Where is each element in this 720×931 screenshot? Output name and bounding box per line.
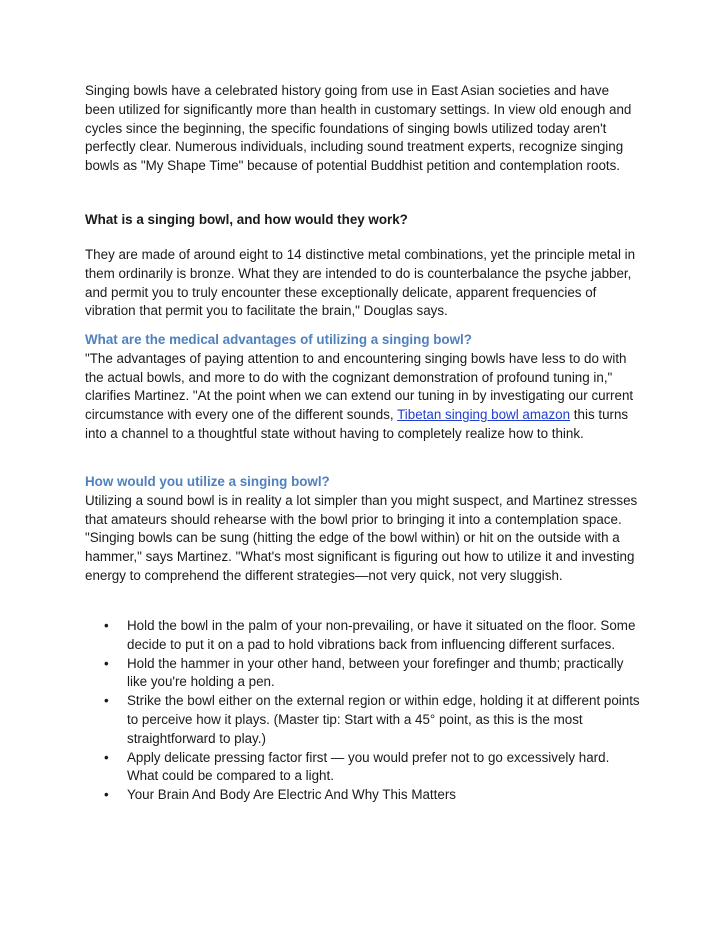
benefits-text-before-link: "The advantages of paying attention to and encountering singing bowls have less to do with the actual bowls, and more to do with the cognizant demonstration of profound tuning in," clarifies Martinez. "At the point when we can extend our tuning in by investigating our current circumstance with every one of the different sounds,: [85, 350, 634, 423]
instruction-list: [85, 617, 641, 805]
list-item-text: Apply delicate pressing factor first — you would prefer not to go excessively hard. What could be compared to a light.: [127, 749, 610, 784]
list-item: [85, 655, 641, 693]
bullet-icon: •: [104, 693, 109, 709]
section-heading-what-is: What is a singing bowl, and how would they work?: [85, 212, 408, 227]
list-item: [85, 786, 641, 805]
list-item: [85, 617, 641, 655]
section-benefits-body: [85, 350, 641, 444]
list-item-text: Strike the bowl either on the external region or within edge, holding it at different points to perceive how it plays. (Master tip: Start with a 45° point, as this is the most straightforward to play.): [127, 693, 640, 746]
section-heading-how-to-use: How would you utilize a singing bowl?: [85, 474, 330, 489]
bullet-icon: •: [104, 787, 109, 803]
section-how-to-use-body: Utilizing a sound bowl is in reality a lot simpler than you might suspect, and Martinez stresses that amateurs should rehearse with the bowl prior to bringing it into a contemplation space. "Singing bowls can be sung (hitting the edge of the bowl within) or hit on the outside with a hammer," says Martinez. "What's most significant is figuring out how to utilize it and investing energy to comprehend the different strategies—not very quick, not very sluggish.: [85, 492, 638, 583]
bullet-icon: •: [104, 655, 109, 671]
bullet-icon: •: [104, 618, 109, 633]
section-how-to-use: [85, 473, 641, 586]
bullet-icon: •: [104, 749, 109, 765]
list-item: [85, 749, 641, 787]
intro-paragraph: Singing bowls have a celebrated history going from use in East Asian societies and have been utilized for significantly more than health in customary settings. In view old enough and cycles since the beginning, the specific foundations of singing bowls utilized today aren't perfectly clear. Numerous individuals, including sound treatment experts, recognize singing bowls as "My Shape Time" because of potential Buddhist petition and contemplation roots.: [85, 83, 632, 174]
section-what-is-body: They are made of around eight to 14 distinctive metal combinations, yet the principle metal in them ordinarily is bronze. What they are intended to do is counterbalance the psyche jabber, and permit you to truly encounter these exceptionally delicate, apparent frequencies of vibration that permit you to facilitate the brain," Douglas says.: [85, 247, 636, 319]
list-item-text: Your Brain And Body Are Electric And Why This Matters: [127, 787, 456, 803]
list-item-text: Hold the hammer in your other hand, between your forefinger and thumb; practically like you're holding a pen.: [127, 655, 624, 690]
tibetan-bowl-link[interactable]: Tibetan singing bowl amazon: [397, 407, 571, 423]
list-item-text: Hold the bowl in the palm of your non-prevailing, or have it situated on the floor. Some decide to put it on a pad to hold vibrations back from influencing different surfaces.: [127, 618, 636, 652]
section-heading-benefits: What are the medical advantages of utilizing a singing bowl?: [85, 332, 472, 347]
benefits-text-after-link: this turns into a channel to a thoughtful state without having to completely realize how to think.: [85, 407, 629, 441]
section-benefits: [85, 331, 641, 444]
list-item: [85, 692, 641, 748]
